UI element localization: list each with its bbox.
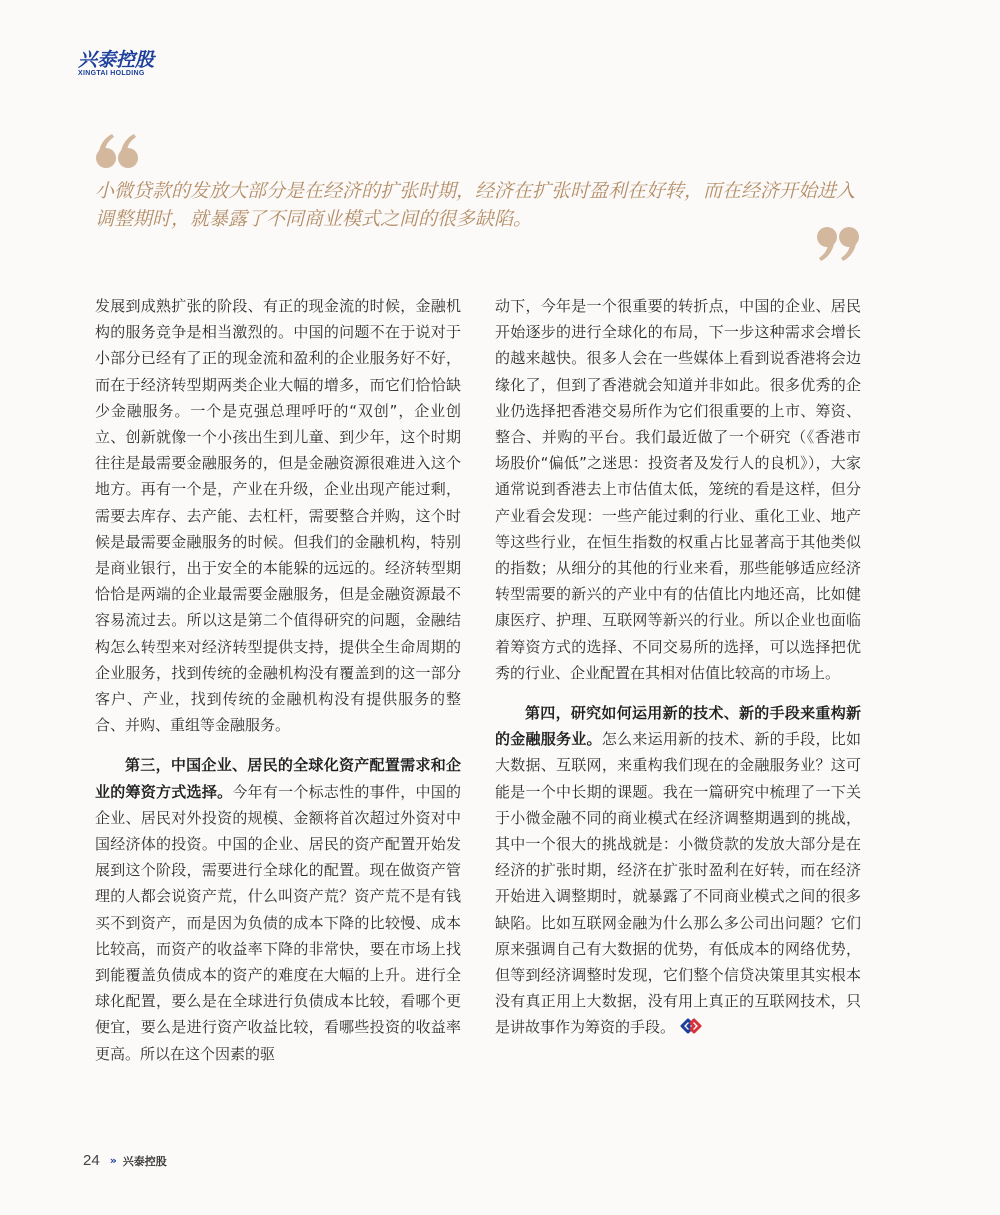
article-end-icon: [679, 1017, 703, 1035]
section-four-body: 怎么来运用新的技术、新的手段，比如大数据、互联网，来重构我们现在的金融服务业？这可能是一个中长期的课题。我在一篇研究中梳理了一下关于小微金融不同的商业模式在经济调整期遇到的挑战，其中一个很大的挑战就是：小微贷款的发放大部分是在经济的扩张时期，经济在扩张时盈利在好转，而在经济开始进入调整期时，就暴露了不同商业模式之间的很多缺陷。比如互联网金融为什么那么多公司出问题？它们原来强调自己有大数据的优势，有低成本的网络优势，但等到经济调整时发现，它们整个信贷决策里其实根本没有真正用上大数据，没有用上真正的互联网技术，只是讲故事作为筹资的手段。: [495, 730, 861, 1037]
left-paragraph-2: [95, 752, 461, 1066]
page-footer: [83, 1152, 167, 1169]
page-number: 24: [83, 1152, 100, 1169]
open-quote-icon: [94, 132, 154, 172]
section-three-body: 今年有一个标志性的事件，中国的企业、居民对外投资的规模、金额将首次超过外资对中国经济体的投资。中国的企业、居民的资产配置开始发展到这个阶段，需要进行全球化的配置。现在做资产管理的人都会说资产荒，什么叫资产荒？资产荒不是有钱买不到资产，而是因为负债的成本下降的比较慢、成本比较高，而资产的收益率下降的非常快，要在市场上找到能覆盖负债成本的资产的难度在大幅的上升。进行全球化配置，要么是在全球进行负债成本比较，看哪个更便宜，要么是进行资产收益比较，看哪些投资的收益率更高。所以在这个因素的驱: [95, 782, 461, 1063]
section-four-heading: 第四，研究如何运用新的技术、新的手段来重构新的金融服务业。: [495, 704, 861, 749]
right-paragraph-2: [495, 700, 861, 1041]
left-column: [95, 293, 461, 1067]
footer-brand: 兴泰控股: [122, 1154, 167, 1168]
close-quote-icon: [815, 225, 875, 265]
logo-chinese-text: 兴泰控股: [78, 49, 155, 71]
right-column: [495, 293, 861, 1041]
logo-english-text: XINGTAI HOLDING: [78, 70, 145, 77]
pull-quote: 小微贷款的发放大部分是在经济的扩张时期，经济在扩张时盈利在好转，而在经济开始进入调整期时，就暴露了不同商业模式之间的很多缺陷。: [95, 180, 856, 230]
left-paragraph-1: 发展到成熟扩张的阶段、有正的现金流的时候，金融机构的服务竞争是相当激烈的。中国的问题不在于说对于小部分已经有了正的现金流和盈利的企业服务好不好，而在于经济转型期两类企业大幅的增多，而它们恰恰缺少金融服务。一个是克强总理呼吁的“双创”，企业创立、创新就像一个小孩出生到儿童、到少年，这个时期往往是最需要金融服务的，但是金融资源很难进入这个地方。再有一个是，产业在升级，企业出现产能过剩，需要去库存、去产能、去杠杆，需要整合并购，这个时候是最需要金融服务的时候。但我们的金融机构，特别是商业银行，出于安全的本能躲的远远的。经济转型期恰恰是两端的企业最需要金融服务，但是金融资源最不容易流过去。所以这是第二个值得研究的问题，金融结构怎么转型来对经济转型提供支持，提供全生命周期的企业服务，找到传统的金融机构没有覆盖到的这一部分客户、产业，找到传统的金融机构没有提供服务的整合、并购、重组等金融服务。: [95, 297, 461, 735]
right-paragraph-1: 动下，今年是一个很重要的转折点，中国的企业、居民开始逐步的进行全球化的布局，下一步这种需求会增长的越来越快。很多人会在一些媒体上看到说香港将会边缘化了，但到了香港就会知道并非如此。很多优秀的企业仍选择把香港交易所作为它们很重要的上市、筹资、整合、并购的平台。我们最近做了一个研究（《香港市场股价“偏低”之迷思：投资者及发行人的良机》），大家通常说到香港去上市估值太低，笼统的看是这样，但分产业看会发现：一些产能过剩的行业、重化工业、地产等这些行业，在恒生指数的权重占比显著高于其他类似的指数；从细分的其他的行业来看，那些能够适应经济转型需要的新兴的产业中有的估值比内地还高，比如健康医疗、护理、互联网等新兴的行业。所以企业也面临着筹资方式的选择、不同交易所的选择，可以选择把优秀的行业、企业配置在其相对估值比较高的市场上。: [495, 297, 861, 682]
company-logo: [78, 50, 154, 78]
footer-arrow-icon: »: [109, 1154, 117, 1167]
section-three-heading: 第三，中国企业、居民的全球化资产配置需求和企业的筹资方式选择。: [95, 756, 461, 801]
